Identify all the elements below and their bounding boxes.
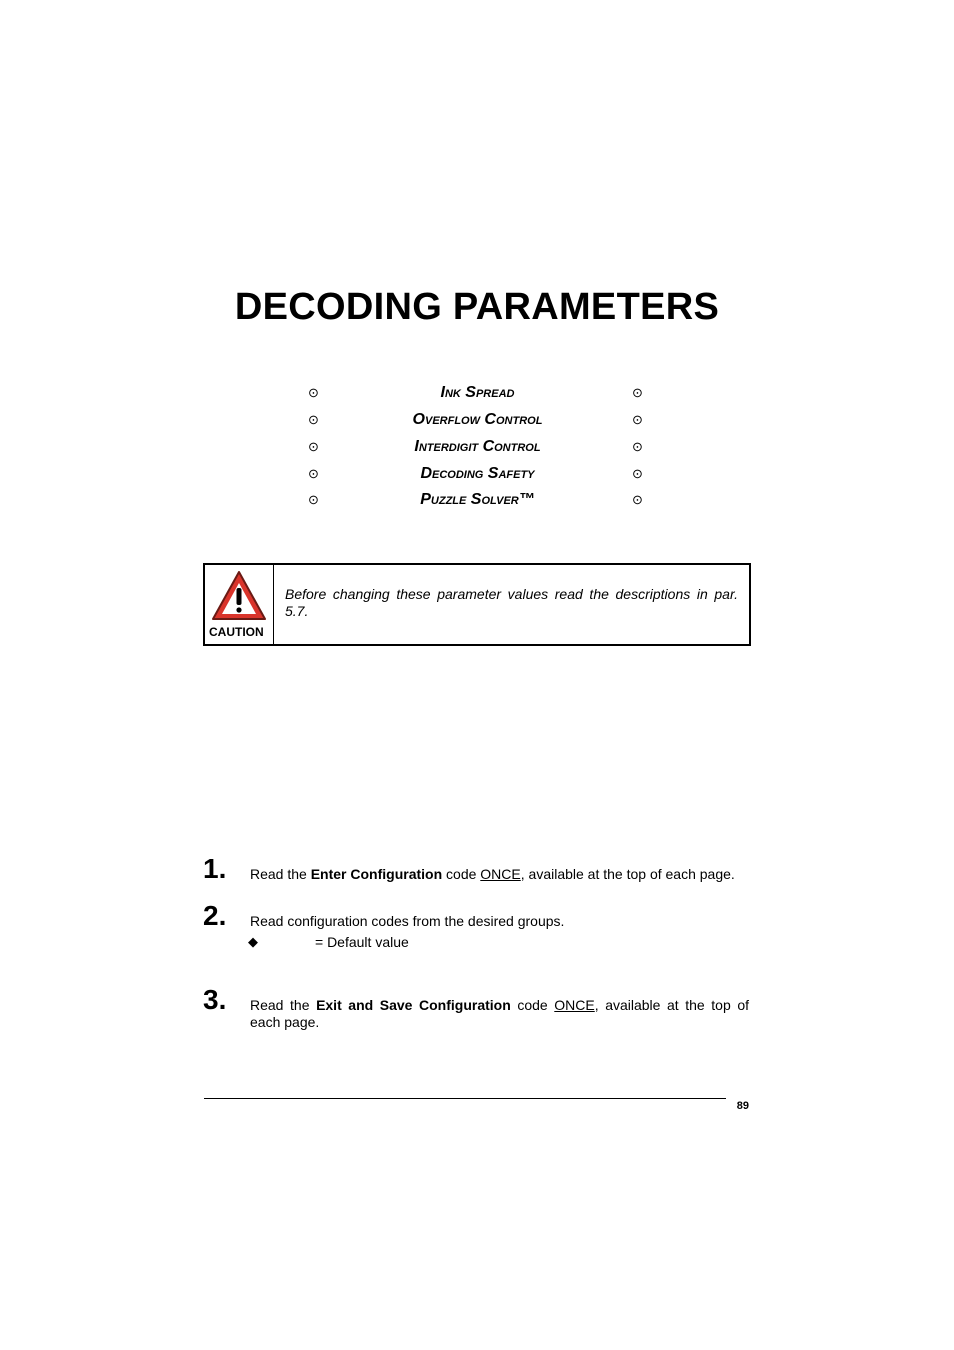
caution-text: Before changing these parameter values read the descriptions in par. 5.7. (285, 586, 738, 619)
step-text-bold: Enter Configuration (310, 866, 443, 882)
toc-item-label: Ink Spread (440, 384, 515, 401)
bullet-icon: ⊙ (632, 466, 643, 481)
diamond-icon: ◆ (248, 934, 258, 949)
page-number: 89 (736, 1100, 749, 1112)
step-text-part: Read the (250, 866, 311, 882)
step-text-part: code (510, 997, 555, 1013)
step-number: 3. (203, 984, 227, 1015)
bullet-icon: ⊙ (308, 492, 319, 507)
toc-item-label: Puzzle Solver™ (420, 491, 535, 508)
caution-box (203, 563, 751, 646)
step-text: Read configuration codes from the desired groups. (250, 913, 565, 929)
caution-divider (273, 565, 274, 644)
step-number: 1. (203, 853, 227, 884)
footer-rule (204, 1098, 726, 1099)
bullet-icon: ⊙ (308, 466, 319, 481)
step-text-part: code (442, 866, 481, 882)
bullet-icon: ⊙ (632, 492, 643, 507)
step-text-part: Read the (250, 997, 317, 1013)
page-title: DECODING PARAMETERS (234, 286, 720, 328)
bullet-icon: ⊙ (308, 439, 319, 454)
bullet-icon: ⊙ (632, 385, 643, 400)
bullet-icon: ⊙ (308, 385, 319, 400)
toc-item-label: Interdigit Control (414, 438, 541, 455)
toc-item (300, 461, 655, 487)
toc-item (300, 487, 655, 513)
step-text-bold: Exit and Save Configuration (316, 997, 511, 1013)
default-value-legend: = Default value (315, 934, 409, 950)
step-text-underline: ONCE (554, 997, 595, 1013)
step-number: 2. (203, 900, 227, 931)
bullet-icon: ⊙ (632, 412, 643, 427)
bullet-icon: ⊙ (308, 412, 319, 427)
toc-item-label: Overflow Control (412, 411, 543, 428)
step-text-part: , available at the top of each page. (250, 997, 749, 1030)
caution-label: CAUTION (209, 625, 264, 639)
step-text (250, 997, 749, 1031)
bullet-icon: ⊙ (632, 439, 643, 454)
step-text-part: , available at the top of each page. (520, 866, 735, 882)
toc-item (300, 380, 655, 406)
warning-triangle-icon (210, 569, 268, 623)
toc-item (300, 407, 655, 433)
toc-item (300, 434, 655, 460)
step-text (250, 866, 749, 883)
step-text-underline: ONCE (480, 866, 521, 882)
toc-item-label: Decoding Safety (420, 465, 535, 482)
